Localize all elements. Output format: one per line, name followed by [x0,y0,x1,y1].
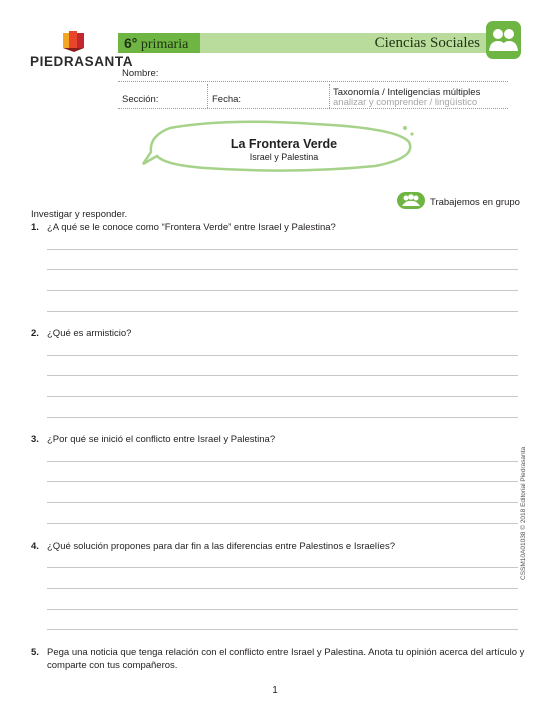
answer-line[interactable] [47,588,518,589]
page-subtitle: Israel y Palestina [249,152,319,162]
copyright-code: CSSM10A01038 © 2018 Editorial Piedrasanta [520,446,527,580]
answer-line[interactable] [47,311,518,312]
date-label: Fecha: [212,94,242,105]
answer-line[interactable] [47,290,518,291]
question-number: 5. [31,647,39,658]
taxonomy-value: analizar y comprender / lingüístico [333,97,478,108]
question-text: ¿Qué solución propones para dar fin a las diferencias entre Palestinos e Israelíes? [47,541,396,552]
name-field-line[interactable] [118,81,508,82]
answer-line[interactable] [47,502,518,503]
page-number: 1 [272,685,278,696]
subject-title: Ciencias Sociales [374,35,480,51]
answer-line[interactable] [47,481,518,482]
brand-name: PIEDRASANTA [30,54,134,69]
section-label: Sección: [122,94,159,105]
grade-box [118,33,200,53]
name-label: Nombre: [122,68,159,79]
answer-line[interactable] [47,629,518,630]
field-divider [207,84,208,108]
group-badge [486,21,521,59]
instructions: Investigar y responder. [31,209,128,220]
question-number: 2. [31,328,39,339]
answer-line[interactable] [47,609,518,610]
section-field-line[interactable] [118,108,508,109]
question-number: 1. [31,222,39,233]
page-title: La Frontera Verde [230,137,338,151]
answer-line[interactable] [47,396,518,397]
question-text-continued: comparte con tus compañeros. [47,660,178,671]
field-divider [329,84,330,108]
group-work-icon [397,192,425,209]
grade-suffix: primaria [137,37,189,52]
taxonomy-label: Taxonomía / Inteligencias múltiples [333,87,481,98]
group-work-label: Trabajemos en grupo [430,197,520,208]
answer-line[interactable] [47,567,518,568]
piedrasanta-logo-icon [62,30,86,52]
answer-line[interactable] [47,249,518,250]
answer-line[interactable] [47,375,518,376]
answer-line[interactable] [47,269,518,270]
question-number: 4. [31,541,39,552]
people-icon [486,21,521,59]
question-text: Pega una noticia que tenga relación con el conflicto entre Israel y Palestina. Anota tu opinión acerca del artículo y [47,647,525,658]
answer-line[interactable] [47,461,518,462]
question-text: ¿Qué es armisticio? [47,328,132,339]
question-number: 3. [31,434,39,445]
grade-number: 6° [124,35,138,51]
answer-line[interactable] [47,523,518,524]
answer-line[interactable] [47,355,518,356]
answer-line[interactable] [47,417,518,418]
question-text: ¿A qué se le conoce como “Frontera Verde” entre Israel y Palestina? [47,222,336,233]
question-text: ¿Por qué se inició el conflicto entre Israel y Palestina? [47,434,276,445]
people-icon [397,192,425,209]
